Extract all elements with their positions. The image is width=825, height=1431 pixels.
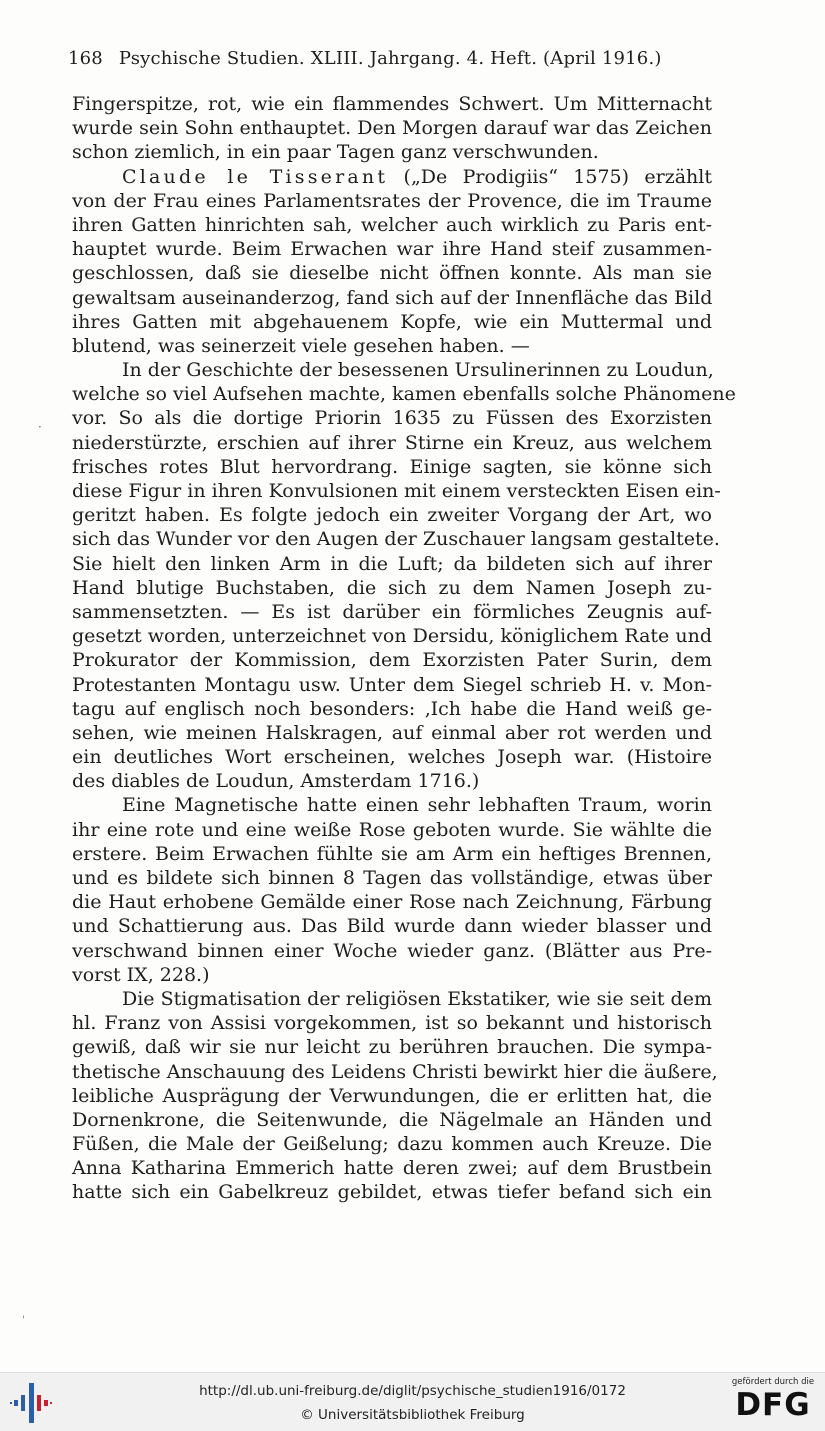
text-line: vor. So als die dortige Priorin 1635 zu Füssen des Exorzisten [72,407,712,430]
text-line: Füßen, die Male der Geißelung; dazu kommen auch Kreuze. Die [72,1133,712,1156]
page-number: 168 [68,48,103,69]
text-line: gesetzt worden, unterzeichnet von Dersidu, königlichem Rate und [72,625,712,648]
text-line: gewiß, daß wir sie nur leicht zu berühren brauchen. Die sympa- [72,1036,712,1059]
text-line: leibliche Ausprägung der Verwundungen, die er erlitten hat, die [72,1084,712,1107]
text-line: frisches rotes Blut hervordrang. Einige sagten, sie könne sich [72,455,712,478]
text-line: Protestanten Montagu usw. Unter dem Siegel schrieb H. v. Mon- [72,673,712,696]
spaced-author-name: Claude le Tisserant [122,165,389,188]
running-title: Psychische Studien. XLIII. Jahrgang. 4. Heft. (April 1916.) [118,48,662,69]
text-line: Prokurator der Kommission, dem Exorzisten Pater Surin, dem [72,649,712,672]
text-line: verschwand binnen einer Woche wieder ganz. (Blätter aus Pre- [72,939,712,962]
text-line: von der Frau eines Parlamentsrates der Provence, die im Traume [72,189,712,212]
text-line: ihr eine rote und eine weiße Rose geboten wurde. Sie wählte die [72,818,712,841]
viewer-footer [0,1372,825,1431]
text-line: des diables de Loudun, Amsterdam 1716.) [72,770,480,793]
text-line: Hand blutige Buchstaben, die sich zu dem Namen Joseph zu- [72,576,712,599]
text-line: Fingerspitze, rot, wie ein flammendes Schwert. Um Mitternacht [72,93,712,115]
text-line: hauptet wurde. Beim Erwachen war ihre Hand steif zusammen- [72,238,712,261]
text-line [72,165,712,189]
running-header [68,48,708,69]
text-line: ihres Gatten mit abgehauenem Kopfe, wie ein Muttermal und [72,310,712,333]
text-line: sich das Wunder vor den Augen der Zuschauer langsam gestaltete. [72,528,720,551]
text-line: hatte sich ein Gabelkreuz gebildet, etwas tiefer befand sich ein [72,1181,712,1204]
body-text [72,92,736,1205]
text-line: thetische Anschauung des Leidens Christi bewirkt hier die äußere, [72,1060,718,1083]
text-line: Sie hielt den linken Arm in die Luft; da bildeten sich auf ihrer [72,552,712,575]
text-line: erstere. Beim Erwachen fühlte sie am Arm ein heftiges Brennen, [72,842,712,865]
text-line: wurde sein Sohn enthauptet. Den Morgen darauf war das Zeichen [72,117,712,140]
dfg-funding-badge [728,1377,818,1429]
text-line: geschlossen, daß sie dieselbe nicht öffnen konnte. Als man sie [72,262,712,285]
text-line: sehen, wie meinen Halskragen, auf einmal aber rot werden und [72,721,712,744]
text-line: vorst IX, 228.) [72,963,210,986]
text-line: sammensetzten. — Es ist darüber ein förmliches Zeugnis auf- [72,600,712,623]
text-line: und Schattierung aus. Das Bild wurde dann wieder blasser und [72,915,712,938]
text-line: Anna Katharina Emmerich hatte deren zwei; auf dem Brustbein [72,1157,712,1180]
text-line: und es bildete sich binnen 8 Tagen das vollständige, etwas über [72,867,712,889]
text-line: geritzt haben. Es folgte jedoch ein zweiter Vorgang der Art, wo [72,504,712,527]
margin-mark: ' [22,1315,25,1326]
text-line: die Haut erhobene Gemälde einer Rose nach Zeichnung, Färbung [72,891,712,914]
text-line: Dornenkrone, die Seitenwunde, die Nägelmale an Händen und [72,1108,712,1131]
text-line: diese Figur in ihren Konvulsionen mit einem versteckten Eisen ein- [72,480,721,502]
text-line: tagu auf englisch noch besonders: ‚Ich habe die Hand weiß ge- [72,697,712,720]
text-line: niederstürzte, erschien auf ihrer Stirne ein Kreuz, aus welchem [72,431,712,454]
text-line: schon ziemlich, in ein paar Tagen ganz verschwunden. [72,141,599,164]
text-line: welche so viel Aufsehen machte, kamen ebenfalls solche Phänomene [72,383,736,406]
text-line: hl. Franz von Assisi vorgekommen, ist so bekannt und historisch [72,1012,712,1035]
text-line: Eine Magnetische hatte einen sehr lebhaften Traum, worin [122,794,712,817]
text-line: blutend, was seinerzeit viele gesehen haben. — [72,334,530,357]
text-line: ein deutliches Wort erscheinen, welches Joseph war. (Histoire [72,746,712,769]
copyright-notice: © Universitätsbibliothek Freiburg [300,1407,525,1423]
text-line: Die Stigmatisation der religiösen Ekstatiker, wie sie seit dem [122,987,712,1010]
text-line: gewaltsam auseinanderzog, fand sich auf der Innenfläche das Bild [72,286,713,309]
source-url: http://dl.ub.uni-freiburg.de/diglit/psychische_studien1916/0172 [199,1383,626,1399]
dfg-logo: DFG [735,1387,811,1423]
text-line: In der Geschichte der besessenen Ursulinerinnen zu Loudun, [122,359,714,382]
text-line-rest: („De Prodigiis“ 1575) erzählt [403,165,713,188]
text-line: ihren Gatten hinrichten sah, welcher auch wirklich zu Paris ent- [72,213,712,236]
dfg-caption: gefördert durch die [731,1377,815,1387]
margin-mark: · [38,420,42,434]
